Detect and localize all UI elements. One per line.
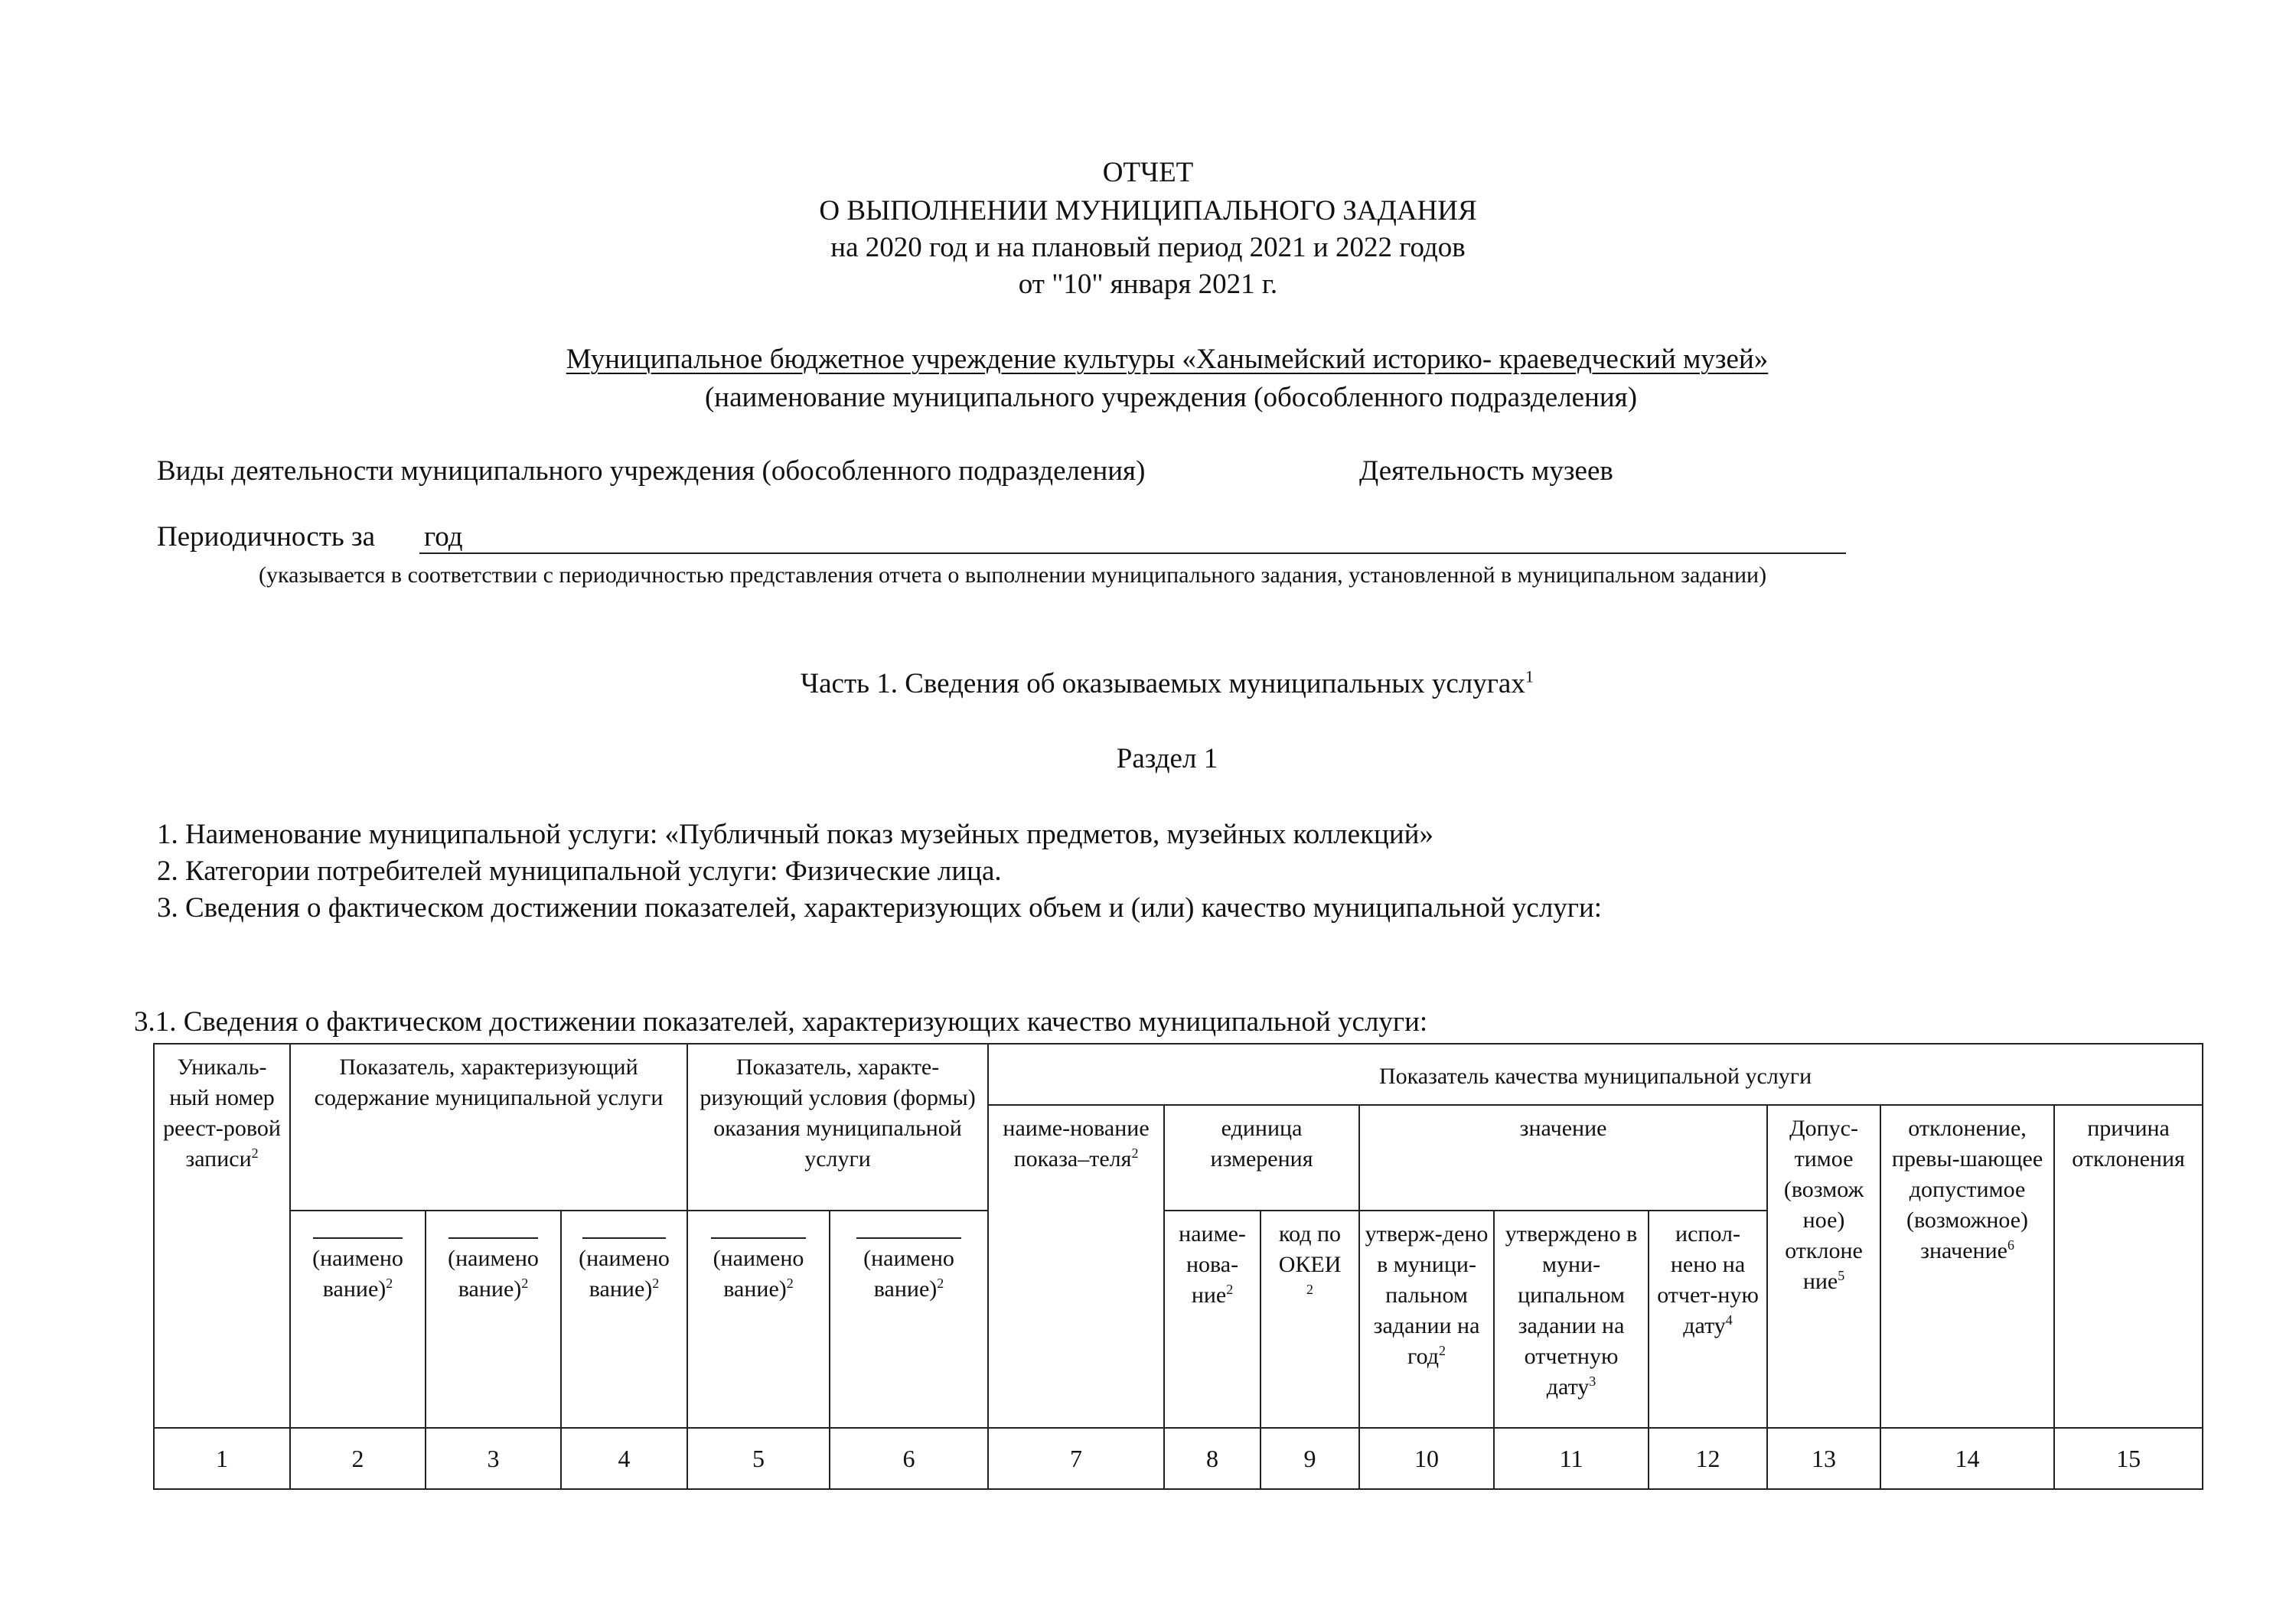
header-conditions-col-6: (наимено вание)$^2$ — [830, 1211, 988, 1428]
part-title — [0, 666, 2296, 702]
periodicity-field — [419, 517, 1846, 554]
report-date: от "10" января 2021 г. — [1018, 269, 1278, 300]
column-number: 5 — [687, 1428, 830, 1489]
header-deviation-exceeding: отклонение, превы-шающее допустимое (возможное) значение$^6$ — [1880, 1105, 2054, 1428]
header-content-col-2: (наимено вание)$^2$ — [290, 1211, 426, 1428]
section-title: Раздел 1 — [1116, 743, 1218, 774]
column-number: 14 — [1880, 1428, 2054, 1489]
header-deviation-reason: причина отклонения — [2054, 1105, 2203, 1428]
column-number: 7 — [988, 1428, 1164, 1489]
report-subtitle: О ВЫПОЛНЕНИИ МУНИЦИПАЛЬНОГО ЗАДАНИЯ — [819, 195, 1477, 227]
column-number: 13 — [1767, 1428, 1880, 1489]
activity-value: Деятельность музеев — [1359, 455, 1613, 487]
column-number: 15 — [2054, 1428, 2203, 1489]
header-conditions-col-5: (наимено вание)$^2$ — [687, 1211, 830, 1428]
header-unit-name: наиме-нова-ние$^2$ — [1164, 1211, 1261, 1428]
activity-label: Виды деятельности муниципального учреждения (обособленного подразделения) — [157, 455, 1146, 487]
organization-name-line — [0, 340, 2296, 380]
header-unit-group: единица измерения — [1164, 1105, 1359, 1211]
service-name-item: 1. Наименование муниципальной услуги: «Публичный показ музейных предметов, музейных коллекций» — [157, 819, 1433, 850]
column-number: 9 — [1261, 1428, 1359, 1489]
header-unit-code: код по ОКЕИ $^2$ — [1261, 1211, 1359, 1428]
header-indicator-name: наиме-нование показа–теля$^2$ — [988, 1105, 1164, 1428]
header-content-col-4: (наимено вание)$^2$ — [561, 1211, 687, 1428]
column-number: 2 — [290, 1428, 426, 1489]
header-approved-year: утверж-дено в муници-пальном задании на год$^2$ — [1359, 1211, 1494, 1428]
report-title: ОТЧЕТ — [1102, 157, 1194, 188]
periodicity-label: Периодичность за — [157, 521, 376, 552]
header-content-col-3: (наимено вание)$^2$ — [426, 1211, 561, 1428]
header-value-group: значение — [1359, 1105, 1767, 1211]
header-approved-date: утверждено в муни-ципальном задании на отчетную дату$^3$ — [1494, 1211, 1649, 1428]
column-number: 3 — [426, 1428, 561, 1489]
report-period: на 2020 год и на плановый период 2021 и 2022 годов — [830, 232, 1466, 263]
column-number: 6 — [830, 1428, 988, 1489]
consumer-category-item: 2. Категории потребителей муниципальной услуги: Физические лица. — [157, 855, 1002, 887]
column-number: 4 — [561, 1428, 687, 1489]
header-executed: испол-нено на отчет-ную дату$^4$ — [1649, 1211, 1767, 1428]
organization-caption: (наименование муниципального учреждения (обособленного подразделения) — [704, 382, 1638, 413]
column-number: 8 — [1164, 1428, 1261, 1489]
subsection-title: 3.1. Сведения о фактическом достижении показателей, характеризующих качество муниципальной услуги: — [134, 1006, 1428, 1038]
header-unique-number: Уникаль-ный номер реест-ровой записи$^2$ — [154, 1044, 290, 1428]
table-column-numbers-row — [154, 1428, 2203, 1489]
part-title-footnote: 1 — [1525, 666, 1534, 686]
column-number: 1 — [154, 1428, 290, 1489]
organization-name: Муниципальное бюджетное учреждение культуры «Ханымейский историко- краеведческий музей» — [566, 344, 1769, 375]
header-allowed-deviation: Допус-тимое (возмож ное) отклоне ние$^5$ — [1767, 1105, 1880, 1428]
periodicity-value: год — [424, 521, 463, 552]
header-quality-group: Показатель качества муниципальной услуги — [988, 1044, 2203, 1105]
header-content-group: Показатель, характеризующий содержание муниципальной услуги — [290, 1044, 687, 1211]
periodicity-note: (указывается в соответствии с периодичностью представления отчета о выполнении муниципального задания, установленной в муниципальном задании) — [259, 562, 1767, 588]
part-title-text: Часть 1. Сведения об оказываемых муниципальных услугах — [801, 668, 1525, 699]
column-number: 12 — [1649, 1428, 1767, 1489]
header-conditions-group: Показатель, характе-ризующий условия (формы) оказания муниципальной услуги — [687, 1044, 988, 1211]
indicators-item: 3. Сведения о фактическом достижении показателей, характеризующих объем и (или) качество муниципальной услуги: — [157, 892, 1603, 924]
table-header-row-1 — [154, 1044, 2203, 1105]
quality-indicators-table — [153, 1043, 2203, 1490]
column-number: 10 — [1359, 1428, 1494, 1489]
column-number: 11 — [1494, 1428, 1649, 1489]
